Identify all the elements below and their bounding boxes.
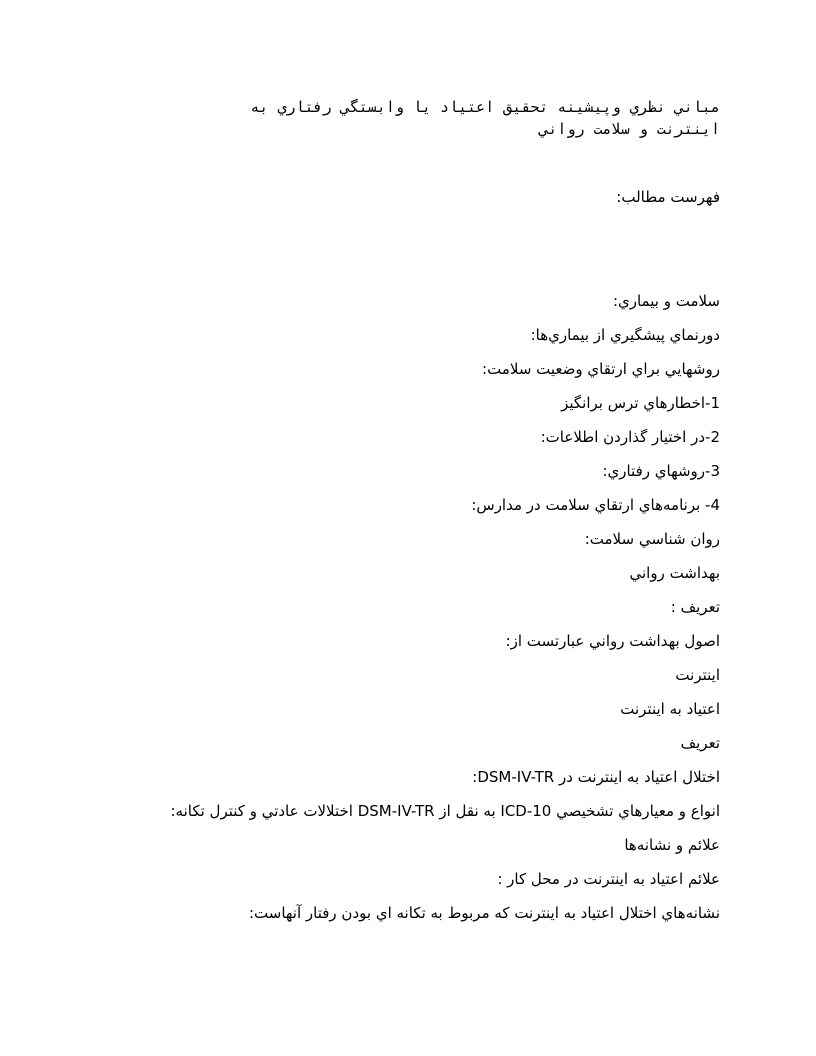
toc-item: اعتياد به اينترنت <box>620 700 720 718</box>
toc-item: سلامت و بيماري: <box>612 292 720 310</box>
toc-item: علائم و نشانه‌ها <box>624 836 720 854</box>
toc-item: دورنماي پيشگيري از بيماري‌ها: <box>530 326 720 344</box>
toc-item: اصول بهداشت رواني عبارتست از: <box>505 632 720 650</box>
toc-item: 1-اخطارهاي ترس برانگيز <box>561 394 720 412</box>
toc-item: تعريف <box>680 734 720 752</box>
toc-item: روان شناسي سلامت: <box>584 530 720 548</box>
toc-item: بهداشت رواني <box>629 564 720 582</box>
toc-item: اينترنت <box>675 666 720 684</box>
title-line-1: مباني نظري وپيشينه تحقيق اعتياد يا وابستگي رفتاري به <box>250 98 720 116</box>
toc-list <box>80 288 720 934</box>
document-title <box>120 96 720 140</box>
toc-item: نشانه‌هاي اختلال اعتياد به اينترنت كه مربوط به تكانه اي بودن رفتار آنهاست: <box>248 904 720 922</box>
title-line-2: اينترنت و سلامت رواني <box>539 120 720 138</box>
toc-item: 4- برنامه‌هاي ارتقاي سلامت در مدارس: <box>471 496 720 514</box>
toc-item: 3-روشهاي رفتاري: <box>602 462 720 480</box>
toc-item: روشهايي براي ارتقاي وضعيت سلامت: <box>482 360 720 378</box>
toc-item: علائم اعتياد به اينترنت در محل كار : <box>497 870 720 888</box>
toc-item: اختلال اعتياد به اينترنت در DSM-IV-TR: <box>472 768 720 786</box>
toc-item: 2-در اختيار گذاردن اطلاعات: <box>540 428 720 446</box>
toc-item: انواع و معيارهاي تشخيصي ICD-10 به نقل از DSM-IV-TR اختلالات عادتي و كنترل تكانه: <box>170 802 720 820</box>
toc-heading: فهرست مطالب: <box>616 188 720 206</box>
toc-item: تعريف : <box>670 598 720 616</box>
